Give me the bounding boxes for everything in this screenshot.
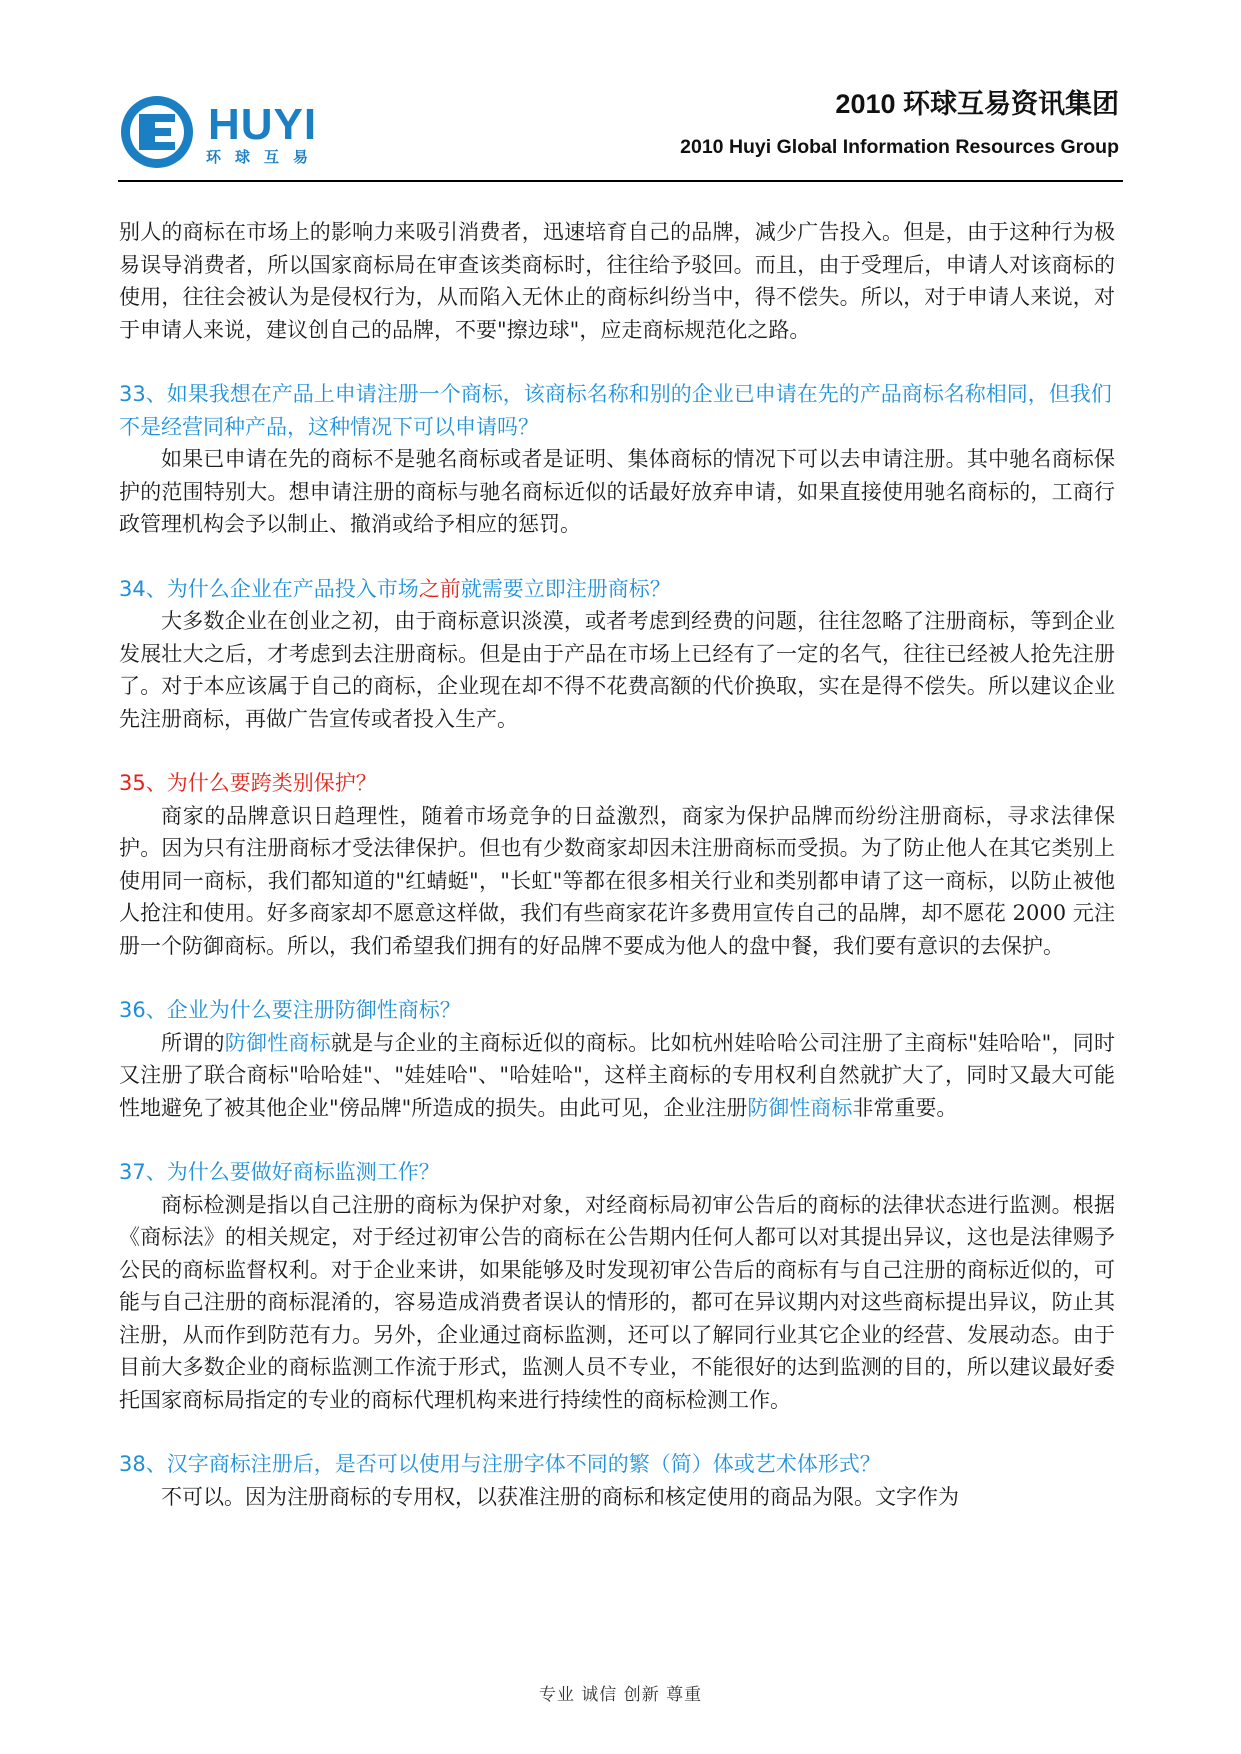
question-33-answer: 如果已申请在先的商标不是驰名商标或者是证明、集体商标的情况下可以去申请注册。其中驰名商标保护的范围特别大。想申请注册的商标与驰名商标近似的话最好放弃申请，如果直接使用驰名商标的，工商行政管理机构会予以制止、撤消或给予相应的惩罚。 bbox=[119, 447, 1115, 536]
question-34-title-highlight: 之前 bbox=[418, 576, 461, 601]
page-footer: 专业 诚信 创新 尊重 bbox=[538, 1685, 703, 1705]
question-36-answer bbox=[119, 1027, 1115, 1125]
question-36-answer-b: 就是与企业的主商标近似的商标。比如杭州娃哈哈公司注册了主商标"娃哈哈"，同时又注册了联合商标"哈哈娃"、"娃娃哈"、"哈娃哈"，这样主商标的专用权利自然就扩大了，同时又最大可能性地避免了被其他企业"傍品牌"所造成的损失。由此可见，企业注册 bbox=[119, 1030, 1115, 1120]
document-body bbox=[119, 216, 1115, 1513]
question-35-title: 35、为什么要跨类别保护？ bbox=[119, 771, 377, 795]
logo-wordmark: HUYI bbox=[208, 100, 318, 149]
header-title: 2010 环球互易资讯集团 bbox=[835, 89, 1119, 119]
question-38-title: 38、汉字商标注册后，是否可以使用与注册字体不同的繁（简）体或艺术体形式？ bbox=[119, 1452, 881, 1476]
logo-chinese-name: 环球互易 bbox=[206, 149, 323, 166]
question-34-title bbox=[119, 573, 1115, 606]
defensive-trademark-link-2[interactable]: 防御性商标 bbox=[747, 1095, 853, 1120]
question-35-answer: 商家的品牌意识日趋理性，随着市场竞争的日益激烈，商家为保护品牌而纷纷注册商标，寻求法律保护。因为只有注册商标才受法律保护。但也有少数商家却因未注册商标而受损。为了防止他人在其它类别上使用同一商标，我们都知道的"红蜻蜓"，"长虹"等都在很多相关行业和类别都申请了这一商标，以防止被他人抢注和使用。好多商家却不愿意这样做，我们有些商家花许多费用宣传自己的品牌，却不愿花 2000 元注册一个防御商标。所以，我们希望我们拥有的好品牌不要成为他人的盘中餐，我们要有意识的去保护。 bbox=[119, 803, 1115, 958]
question-38-answer: 不可以。因为注册商标的专用权，以获准注册的商标和核定使用的商品为限。文字作为 bbox=[161, 1484, 959, 1509]
question-36-answer-c: 非常重要。 bbox=[852, 1095, 958, 1120]
question-36-answer-a: 所谓的 bbox=[161, 1030, 225, 1055]
intro-paragraph: 别人的商标在市场上的影响力来吸引消费者，迅速培育自己的品牌，减少广告投入。但是，由于这种行为极易误导消费者，所以国家商标局在审查该类商标时，往往给予驳回。而且，由于受理后，申请人对该商标的使用，往往会被认为是侵权行为，从而陷入无休止的商标纠纷当中，得不偿失。所以，对于申请人来说，对于申请人来说，建议创自己的品牌，不要"擦边球"，应走商标规范化之路。 bbox=[119, 220, 1115, 342]
header-subtitle: 2010 Huyi Global Information Resources Group bbox=[680, 136, 1119, 158]
question-37-answer: 商标检测是指以自己注册的商标为保护对象，对经商标局初审公告后的商标的法律状态进行监测。根据《商标法》的相关规定，对于经过初审公告的商标在公告期内任何人都可以对其提出异议，这也是法律赐予公民的商标监督权利。对于企业来讲，如果能够及时发现初审公告后的商标有与自己注册的商标近似的，可能与自己注册的商标混淆的，容易造成消费者误认的情形的，都可在异议期内对这些商标提出异议，防止其注册，从而作到防范有力。另外，企业通过商标监测，还可以了解同行业其它企业的经营、发展动态。由于目前大多数企业的商标监测工作流于形式，监测人员不专业，不能很好的达到监测的目的，所以建议最好委托国家商标局指定的专业的商标代理机构来进行持续性的商标检测工作。 bbox=[119, 1192, 1115, 1412]
question-34-title-c: 就需要立即注册商标？ bbox=[460, 576, 671, 601]
header-divider bbox=[118, 180, 1123, 182]
defensive-trademark-link[interactable]: 防御性商标 bbox=[224, 1030, 331, 1055]
question-37-title: 37、为什么要做好商标监测工作？ bbox=[119, 1160, 440, 1184]
question-36-title: 36、企业为什么要注册防御性商标？ bbox=[119, 998, 461, 1022]
question-33-title: 33、如果我想在产品上申请注册一个商标，该商标名称和别的企业已申请在先的产品商标名称相同，但我们不是经营同种产品，这种情况下可以申请吗？ bbox=[119, 382, 1112, 439]
question-34-answer: 大多数企业在创业之初，由于商标意识淡漠，或者考虑到经费的问题，往往忽略了注册商标，等到企业发展壮大之后，才考虑到去注册商标。但是由于产品在市场上已经有了一定的名气，往往已经被人抢先注册了。对于本应该属于自己的商标，企业现在却不得不花费高额的代价换取，实在是得不偿失。所以建议企业先注册商标，再做广告宣传或者投入生产。 bbox=[119, 609, 1115, 731]
page-header bbox=[0, 0, 1241, 190]
question-34-title-a: 34、为什么企业在产品投入市场 bbox=[119, 576, 419, 601]
